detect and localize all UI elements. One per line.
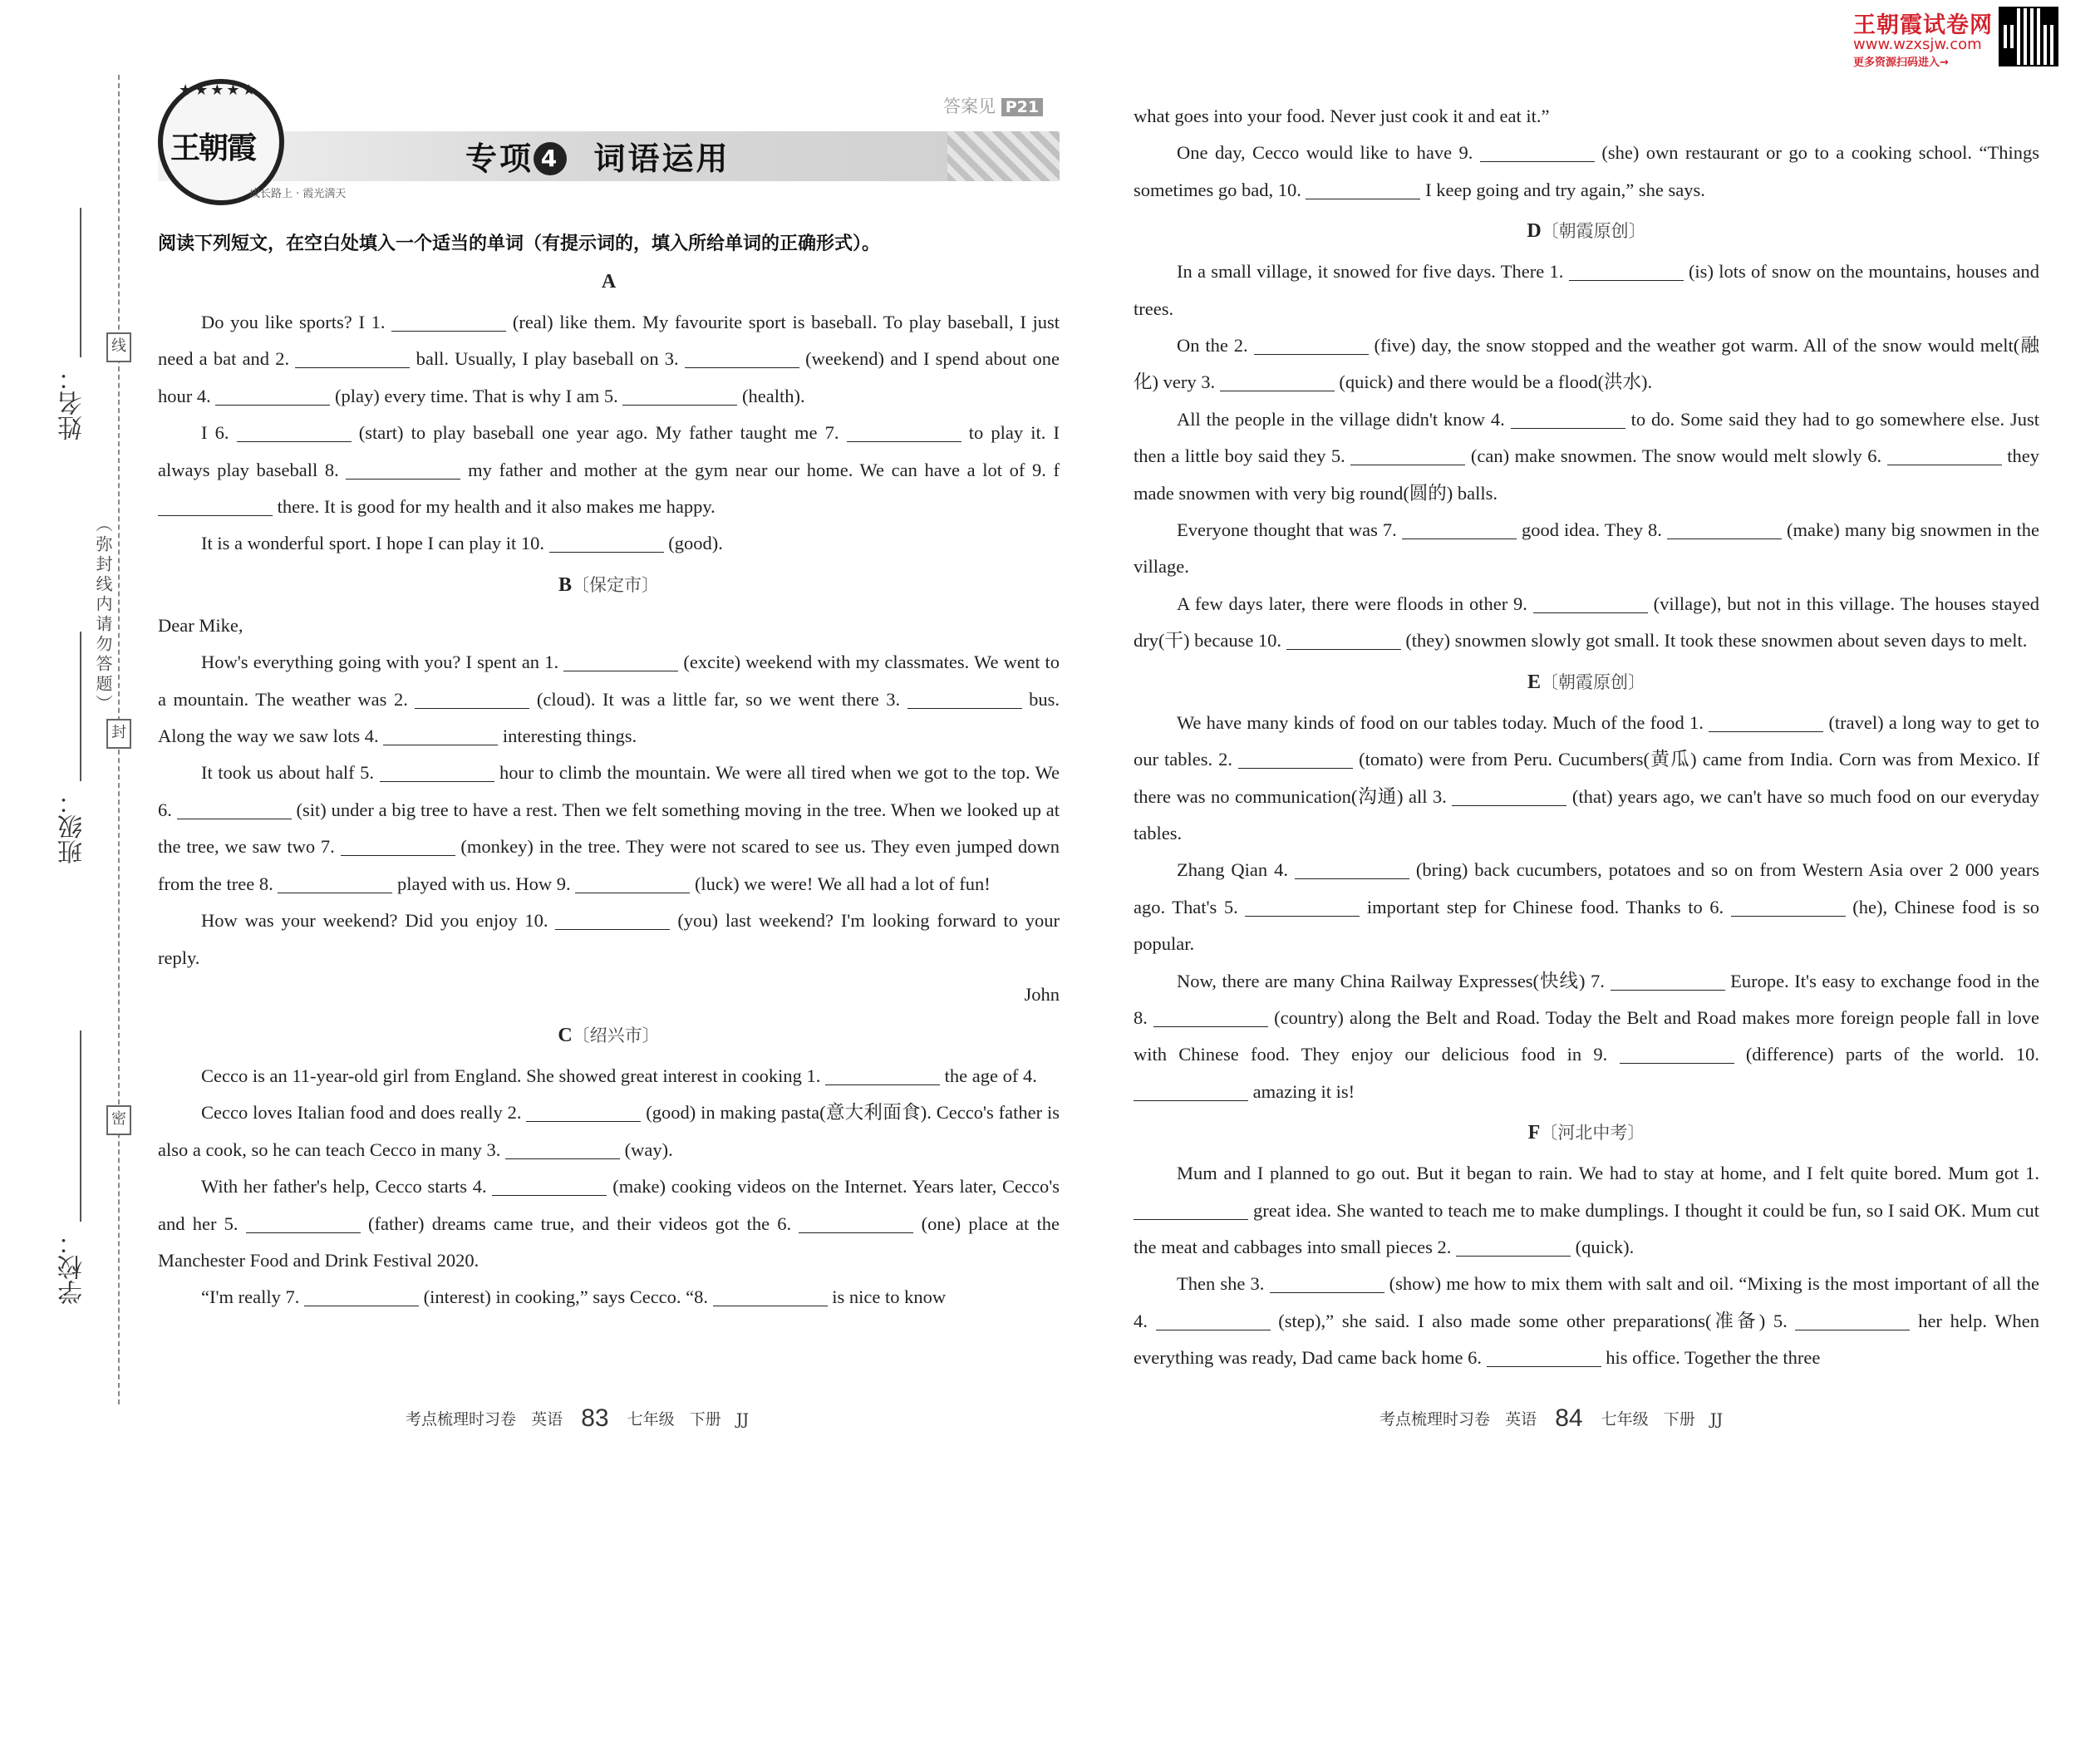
binding-strip — [0, 0, 125, 1487]
passage-text: (health). — [742, 385, 805, 406]
answer-blank[interactable] — [1286, 629, 1401, 650]
passage-text: (you) last weekend? I'm looking forward to your reply. — [158, 910, 1060, 968]
answer-blank[interactable] — [1238, 748, 1353, 769]
answer-blank[interactable] — [1731, 896, 1846, 917]
answer-blank[interactable] — [1156, 1310, 1271, 1330]
passage-text: (cloud). It was a little far, so we went there 3. — [536, 688, 901, 710]
passage-text: important step for Chinese food. Thanks to 6. — [1366, 896, 1724, 917]
footer-right: 考点梳理时习卷 英语 84 七年级 下册 JJ — [1380, 1404, 1724, 1432]
answer-blank[interactable] — [415, 688, 529, 709]
answer-blank[interactable] — [1220, 371, 1335, 391]
answer-blank[interactable] — [526, 1101, 641, 1122]
topic-title — [465, 133, 730, 179]
answer-blank[interactable] — [1611, 970, 1725, 991]
answer-blank[interactable] — [1620, 1043, 1734, 1064]
passage-text: (weekend) and I spend about one hour 4. — [158, 348, 1060, 406]
seal-char-secret: 密 — [106, 1105, 131, 1135]
topic-name: 词语运用 — [593, 140, 730, 177]
passage-text: (quick) and there would be a flood(洪水). — [1339, 371, 1653, 393]
passage-text: How was your weekend? Did you enjoy 10. — [201, 910, 548, 932]
answer-blank[interactable] — [380, 761, 494, 782]
answer-blank[interactable] — [1295, 858, 1409, 879]
answer-blank[interactable] — [1153, 1006, 1268, 1027]
passage-text: One day, Cecco would like to have 9. — [1177, 142, 1473, 164]
answer-blank[interactable] — [391, 311, 506, 332]
passage-text: With her father's help, Cecco starts 4. — [201, 1176, 487, 1198]
section-a-body — [158, 304, 1060, 563]
passage-text: (luck) we were! We all had a lot of fun! — [694, 873, 991, 894]
passage-text: to do. Some said they had to go somewhere else. Just then a little boy said they 5. — [1134, 408, 2040, 467]
paragraph — [1134, 1266, 2039, 1376]
passage-text: Zhang Qian 4. — [1177, 859, 1288, 881]
answer-blank[interactable] — [246, 1212, 361, 1233]
answer-blank[interactable] — [1709, 711, 1823, 732]
page-left — [158, 259, 1060, 1746]
paragraph — [158, 304, 1060, 415]
passage-text: (interest) in cooking,” says Cecco. “8. — [423, 1286, 709, 1308]
section-c-body — [158, 1058, 1060, 1316]
passage-text: interesting things. — [502, 725, 637, 747]
name-blank[interactable] — [80, 208, 81, 357]
passage-text: Do you like sports? I 1. — [201, 312, 386, 332]
answer-blank[interactable] — [295, 347, 410, 368]
passage-text: Mum and I planned to go out. But it began to rain. We had to stay at home, and I felt quite bored. Mum got 1. — [1177, 1163, 2039, 1184]
passage-text: Cecco is an 11-year-old girl from England. She showed great interest in cooking 1. — [201, 1065, 821, 1086]
passage-text: I 6. — [201, 422, 229, 444]
passage-text: (that) years ago, we can't have so much food on our everyday tables. — [1134, 785, 2040, 843]
section-e-title: E〔朝霞原创〕 — [1527, 671, 1645, 693]
page-number-right: 84 — [1555, 1404, 1583, 1432]
passage-text: there. It is good for my health and it also makes me happy. — [277, 496, 716, 518]
passage-text: It is a wonderful sport. I hope I can play it 10. — [201, 533, 545, 554]
answer-blank[interactable] — [1533, 593, 1648, 613]
paragraph — [158, 644, 1060, 755]
passage-text: they made snowmen with very big round(圆的) balls. — [1134, 445, 2040, 504]
paragraph — [158, 755, 1060, 903]
answer-blank[interactable] — [341, 835, 455, 856]
passage-text: (excite) weekend with my classmates. We went to a mountain. The weather was 2. — [158, 652, 1060, 710]
passage-text: It took us about half 5. — [201, 762, 375, 784]
passage-text: (bring) back cucumbers, potatoes and so on from Western Asia over 2 000 years ago. That's 5. — [1134, 859, 2040, 917]
passage-text: great idea. She wanted to teach me to make dumplings. I thought it could be fun, so I said OK. Mum cut the meat and cabbages into small pieces 2. — [1134, 1199, 2039, 1257]
passage-text: (step),” she said. I also made some other preparations(准备) 5. — [1278, 1310, 1788, 1331]
passage-text: (they) snowmen slowly got small. It took these snowmen about seven days to melt. — [1405, 630, 2028, 652]
answer-blank[interactable] — [1254, 334, 1369, 355]
passage-text: (country) along the Belt and Road. Today the Belt and Road makes more foreign people fall in love with Chinese food. They enjoy our delicious food in 9. — [1134, 1006, 2040, 1065]
passage-text: (make) many big snowmen in the village. — [1134, 519, 2040, 578]
passage-text: hour to climb the mountain. We were all tired when we got to the top. We 6. — [158, 762, 1060, 820]
instruction: 阅读下列短文，在空白处填入一个适当的单词（有提示词的，填入所给单词的正确形式）。 — [158, 234, 881, 254]
passage-text: We have many kinds of food on our tables today. Much of the food 1. — [1177, 711, 1704, 733]
passage-text: I keep going and try again,” she says. — [1425, 179, 1705, 200]
answer-blank[interactable] — [278, 873, 392, 893]
passage-text: is nice to know — [832, 1286, 947, 1308]
passage-text: (good) in making pasta(意大利面食). Cecco's father is also a cook, so he can teach Cecco in many 3. — [158, 1102, 1060, 1160]
passage-text: what goes into your food. Never just cook it and eat it.” — [1134, 106, 1550, 126]
paragraph — [1134, 401, 2039, 512]
passage-text: All the people in the village didn't know 4. — [1177, 408, 1505, 430]
passage-text: (he), Chinese food is so popular. — [1134, 896, 2040, 955]
answer-blank[interactable] — [1667, 519, 1782, 539]
paragraph — [158, 903, 1060, 976]
passage-text: (monkey) in the tree. They were not scared to see us. They even jumped down from the tree 8. — [158, 836, 1060, 894]
school-blank[interactable] — [80, 1030, 81, 1222]
brand-block — [1853, 7, 1993, 69]
passage-text: ball. Usually, I play baseball on 3. — [416, 348, 679, 370]
answer-blank[interactable] — [215, 385, 330, 406]
passage-text: (five) day, the snow stopped and the weather got warm. All of the snow would melt(融化) very 3. — [1134, 335, 2040, 393]
passage-text: Then she 3. — [1177, 1273, 1265, 1295]
answer-blank[interactable] — [1480, 141, 1595, 162]
section-e-body — [1134, 705, 2039, 1110]
passage-text: How's everything going with you? I spent an 1. — [201, 652, 559, 673]
answer-blank[interactable] — [825, 1065, 940, 1085]
seal-notice: （弥封线内请勿答题） — [93, 515, 113, 715]
passage-text: (way). — [624, 1139, 673, 1160]
section-f-body — [1134, 1155, 2039, 1376]
section-d-body — [1134, 253, 2039, 659]
logo-text: 王朝霞 — [170, 130, 256, 165]
topic-number: 4 — [534, 142, 567, 175]
passage-text: (one) place at the Manchester Food and Drink Festival 2020. — [158, 1212, 1060, 1271]
answer-blank[interactable] — [1487, 1346, 1601, 1367]
passage-text: (show) me how to mix them with salt and oil. “Mixing is the most important of all the 4. — [1134, 1273, 2039, 1331]
passage-text: Everyone thought that was 7. — [1177, 519, 1397, 541]
paragraph — [1134, 586, 2039, 660]
letter-greeting: Dear Mike, — [158, 614, 243, 636]
passage-text: bus. Along the way we saw lots 4. — [158, 688, 1060, 747]
passage-text: the age of 4. — [944, 1065, 1037, 1086]
paragraph — [158, 525, 1060, 562]
seal-char-seal: 封 — [106, 719, 131, 749]
passage-text: (make) cooking videos on the Internet. Years later, Cecco's and her 5. — [158, 1176, 1060, 1234]
answer-blank[interactable] — [1511, 408, 1625, 429]
answer-blank[interactable] — [1350, 445, 1465, 465]
paragraph — [1134, 705, 2039, 853]
logo-slogan: 成长路上 · 霞光满天 — [249, 188, 347, 200]
passage-text: her help. When everything was ready, Dad came back home 6. — [1134, 1310, 2039, 1369]
answer-blank[interactable] — [1887, 445, 2002, 465]
answer-blank[interactable] — [549, 532, 664, 553]
answer-blank[interactable] — [1306, 179, 1420, 199]
answer-blank[interactable] — [237, 421, 352, 442]
letter-signature: John — [1024, 983, 1060, 1005]
answer-blank[interactable] — [1569, 260, 1684, 281]
passage-text: In a small village, it snowed for five days. There 1. — [1177, 261, 1564, 283]
banner-pattern — [947, 131, 1060, 181]
answer-blank[interactable] — [713, 1286, 828, 1306]
answer-blank[interactable] — [1270, 1272, 1384, 1293]
passage-text: (can) make snowmen. The snow would melt slowly 6. — [1470, 445, 1882, 467]
passage-text: Europe. It's easy to exchange food in the 8. — [1134, 970, 2040, 1028]
paragraph — [1134, 327, 2039, 401]
paragraph — [1134, 253, 2039, 327]
passage-text: On the 2. — [1177, 335, 1248, 357]
passage-text: (village), but not in this village. The houses stayed dry(干) because 10. — [1134, 593, 2039, 652]
answer-blank[interactable] — [799, 1212, 913, 1233]
passage-text: (play) every time. That is why I am 5. — [335, 385, 618, 406]
section-d-title: D〔朝霞原创〕 — [1527, 220, 1646, 243]
paragraph — [158, 1279, 1060, 1316]
answer-blank[interactable] — [563, 651, 678, 671]
answer-blank[interactable] — [555, 909, 670, 930]
passage-text: (father) dreams came true, and their videos got the 6. — [368, 1212, 792, 1234]
answer-blank[interactable] — [907, 688, 1022, 709]
passage-text: good idea. They 8. — [1521, 519, 1662, 541]
logo-stars-icon: ★★★★★ — [179, 81, 258, 98]
answer-blank[interactable] — [1134, 1199, 1248, 1220]
section-b-title: B〔保定市〕 — [558, 573, 659, 596]
paragraph — [158, 1168, 1060, 1279]
page-number-left: 83 — [581, 1404, 609, 1432]
answer-blank[interactable] — [847, 421, 961, 442]
paragraph — [158, 1094, 1060, 1168]
paragraph — [1134, 852, 2039, 962]
answer-ref-label: 答案见 — [943, 96, 996, 116]
passage-text: his office. Together the three — [1606, 1347, 1821, 1369]
answer-blank[interactable] — [177, 799, 292, 819]
section-b-body — [158, 644, 1060, 976]
brand-name: 王朝霞试卷网 — [1853, 12, 1993, 38]
answer-blank[interactable] — [383, 725, 498, 745]
answer-ref-page: P21 — [1001, 98, 1043, 116]
paragraph — [1134, 135, 2039, 209]
answer-blank[interactable] — [505, 1139, 620, 1159]
brand-url[interactable]: www.wzxsjw.com — [1853, 36, 1982, 53]
passage-text: to play it. I always play baseball 8. — [158, 422, 1060, 480]
passage-text: (quick). — [1575, 1236, 1635, 1257]
passage-text: amazing it is! — [1252, 1080, 1355, 1102]
passage-text: (real) like them. My favourite sport is baseball. To play baseball, I just need a bat and 2. — [158, 312, 1060, 370]
paragraph — [1134, 512, 2039, 586]
name-label: 姓名： — [58, 366, 87, 440]
section-c-title: C〔绍兴市〕 — [558, 1024, 660, 1046]
passage-text: (good). — [668, 533, 723, 554]
class-blank[interactable] — [80, 632, 81, 781]
passage-text: “I'm really 7. — [201, 1286, 300, 1308]
passage-text: Now, there are many China Railway Expresses(快线) 7. — [1177, 970, 1605, 991]
paragraph — [1134, 963, 2039, 1111]
section-c-continued — [1134, 98, 2039, 209]
passage-text: my father and mother at the gym near our home. We can have a lot of 9. f — [468, 459, 1060, 480]
answer-blank[interactable] — [1452, 785, 1566, 806]
page-right — [1134, 98, 2039, 1585]
answer-reference — [943, 93, 1043, 118]
answer-blank[interactable] — [1795, 1310, 1910, 1330]
section-f-title: F〔河北中考〕 — [1527, 1122, 1645, 1144]
paragraph — [158, 1058, 1060, 1094]
school-label: 学校： — [58, 1230, 87, 1305]
passage-text: A few days later, there were floods in other 9. — [1177, 593, 1527, 614]
answer-blank[interactable] — [346, 459, 460, 480]
passage-text: (is) lots of snow on the mountains, houses and trees. — [1134, 261, 2040, 319]
answer-blank[interactable] — [1456, 1236, 1571, 1257]
class-label: 班级： — [58, 789, 87, 864]
answer-blank[interactable] — [1245, 896, 1360, 917]
passage-text: played with us. How 9. — [396, 873, 571, 894]
qr-code-icon[interactable] — [1999, 7, 2058, 66]
answer-blank[interactable] — [685, 347, 799, 368]
paragraph — [158, 415, 1060, 525]
answer-blank[interactable] — [622, 385, 737, 406]
answer-blank[interactable] — [1134, 1080, 1248, 1101]
answer-blank[interactable] — [158, 495, 273, 516]
footer-left: 考点梳理时习卷 英语 83 七年级 下册 JJ — [406, 1404, 750, 1432]
topic-prefix: 专项 — [465, 140, 534, 177]
answer-blank[interactable] — [304, 1286, 419, 1306]
paragraph — [1134, 98, 2039, 135]
passage-text: (difference) parts of the world. 10. — [1745, 1044, 2040, 1065]
passage-text: Cecco loves Italian food and does really 2. — [201, 1102, 522, 1124]
answer-blank[interactable] — [1402, 519, 1517, 539]
passage-text: (sit) under a big tree to have a rest. Then we felt something moving in the tree. When we looked up at the tree, we saw two 7. — [158, 799, 1060, 858]
section-a-title: A — [601, 271, 617, 293]
answer-blank[interactable] — [492, 1175, 607, 1196]
passage-text: (she) own restaurant or go to a cooking school. “Things sometimes go bad, 10. — [1134, 142, 2040, 200]
passage-text: (start) to play baseball one year ago. My father taught me 7. — [358, 422, 839, 444]
seal-char-line: 线 — [106, 332, 131, 362]
brand-hint: 更多资源扫码进入→ — [1853, 57, 1949, 69]
paragraph — [1134, 1155, 2039, 1266]
passage-text: (travel) a long way to get to our tables. 2. — [1134, 711, 2040, 770]
passage-text: (tomato) were from Peru. Cucumbers(黄瓜) came from India. Corn was from Mexico. If there was no communication(沟通) all 3. — [1134, 749, 2039, 807]
answer-blank[interactable] — [575, 873, 690, 893]
